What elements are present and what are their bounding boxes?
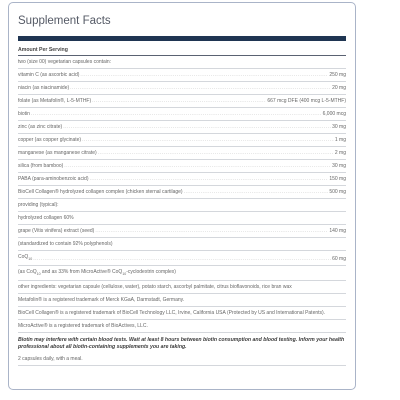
- providing-label: providing (typical):: [18, 199, 346, 212]
- coq10-note-subscript: 10: [122, 272, 127, 276]
- ingredient-amount: 30 mg: [332, 163, 346, 169]
- leader-dots: [33, 256, 331, 262]
- ingredient-name: zinc (as zinc citrate): [18, 124, 63, 130]
- panel-title: Supplement Facts: [18, 14, 346, 41]
- ingredient-row: [18, 160, 346, 173]
- leader-dots: [63, 124, 331, 130]
- ingredient-row: [18, 69, 346, 82]
- ingredient-amount: 1 mg: [334, 137, 346, 143]
- trademark-biocell: BioCell Collagen® is a registered trademark of BioCell Technology LLC, Irvine, California USA (Protected by US and International Patents).: [18, 307, 346, 320]
- ingredient-row: [18, 134, 346, 147]
- ingredient-name: grape (Vitis vinifera) extract (seed): [18, 228, 95, 234]
- coq10-note-subscript: 10: [36, 272, 41, 276]
- grape-standardization: (standardized to contain 92% polyphenols): [18, 238, 346, 251]
- ingredient-row: [18, 82, 346, 95]
- leader-dots: [184, 189, 329, 195]
- ingredient-row-grape: [18, 225, 346, 238]
- trademark-microactive: MicroActive® is a registered trademark of BioActives, LLC.: [18, 320, 346, 333]
- ingredient-name: folate (as Metafolin®, L-5-MTHF): [18, 98, 92, 104]
- hydrolyzed-collagen-line: hydrolyzed collagen 60%: [18, 212, 346, 225]
- coq10-note-part: (as CoQ: [18, 269, 37, 275]
- ingredient-name: copper (as copper glycinate): [18, 137, 82, 143]
- amount-per-serving-header: Amount Per Serving: [18, 46, 346, 56]
- coq10-note: [18, 266, 346, 281]
- biotin-warning: Biotin may interfere with certain blood tests. Wait at least 8 hours between biotin consumption and blood testing. Inform your health professional about all biotin-containing supplements you are taking.: [18, 337, 345, 350]
- ingredient-list: [18, 69, 346, 199]
- ingredient-name: vitamin C (as ascorbic acid): [18, 72, 80, 78]
- trademark-metafolin: Metafolin® is a registered trademark of Merck KGaA, Darmstadt, Germany.: [18, 294, 346, 307]
- ingredient-name: manganese (as manganese citrate): [18, 150, 97, 156]
- ingredient-amount: 500 mg: [329, 189, 346, 195]
- ingredient-row: [18, 173, 346, 186]
- ingredient-row-coq10: [18, 251, 346, 266]
- ingredient-name: [18, 254, 32, 262]
- ingredient-amount: 2 mg: [334, 150, 346, 156]
- ingredient-amount: 6,000 mcg: [322, 111, 346, 117]
- ingredient-name: PABA (para-aminobenzoic acid): [18, 176, 89, 182]
- ingredient-row: [18, 121, 346, 134]
- ingredient-row: [18, 95, 346, 108]
- leader-dots: [90, 176, 329, 182]
- leader-dots: [31, 111, 322, 117]
- ingredient-row: [18, 108, 346, 121]
- ingredient-amount: 140 mg: [329, 228, 346, 234]
- leader-dots: [80, 72, 328, 78]
- ingredient-amount: 60 mg: [332, 256, 346, 262]
- serving-description: two (size 00) vegetarian capsules contain:: [18, 56, 346, 69]
- ingredient-amount: 667 mcg DFE (400 mcg L-5-MTHF): [267, 98, 346, 104]
- leader-dots: [82, 137, 334, 143]
- ingredient-name: BioCell Collagen® hydrolyzed collagen complex (chicken sternal cartilage): [18, 189, 183, 195]
- ingredient-name: niacin (as niacinamide): [18, 85, 70, 91]
- coq10-note-part: and as 33% from MicroActive® CoQ: [40, 269, 123, 275]
- leader-dots: [92, 98, 266, 104]
- coq10-subscript: 10: [28, 257, 33, 261]
- leader-dots: [95, 228, 328, 234]
- leader-dots: [98, 150, 334, 156]
- coq10-label: CoQ: [18, 254, 29, 260]
- other-ingredients: other ingredients: vegetarian capsule (cellulose, water), potato starch, ascorbyl palmitate, citrus bioflavonoids, rice bran wax: [18, 281, 346, 294]
- ingredient-amount: 30 mg: [332, 124, 346, 130]
- ingredient-row: [18, 147, 346, 160]
- leader-dots: [64, 163, 331, 169]
- supplement-facts-panel: [8, 2, 356, 390]
- ingredient-name: silica (from bamboo): [18, 163, 64, 169]
- ingredient-amount: 20 mg: [332, 85, 346, 91]
- leader-dots: [70, 85, 331, 91]
- ingredient-row: [18, 186, 346, 199]
- coq10-note-part: -cyclodextrin complex): [126, 269, 176, 275]
- ingredient-amount: 250 mg: [329, 72, 346, 78]
- directions: 2 capsules daily, with a meal.: [18, 353, 346, 366]
- ingredient-amount: 150 mg: [329, 176, 346, 182]
- ingredient-name: biotin: [18, 111, 30, 117]
